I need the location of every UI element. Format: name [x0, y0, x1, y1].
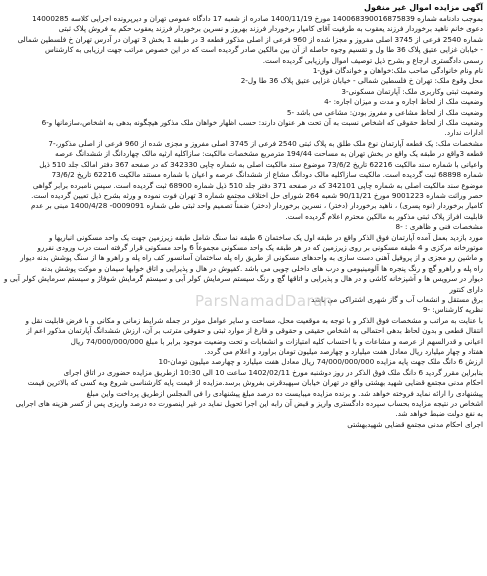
- notice-line: دیوار در سرویس ها و آشپزخانه کاشی و در هال و پذیرایی و اتاقها گچ و رنگ سیستم سرمایش کولر آبی و سیستم گرمایش شوفاژ و سیستم سرمایش کولر آبی و دارای کنتور: [4, 274, 483, 294]
- notice-line: موضوع سند مالکیت اصلی به شماره چاپی 342101 که در صفحه 371 دفتر جلد 510 ذیل شماره 68900 ثبت گردیده است. سپس نامبرده برابر گواهی: [32, 180, 483, 190]
- notice-body: [4, 14, 483, 430]
- notice-line: موتورخانه مرکزی و 4 طبقه مسکونی بر روی زیرزمین که در هر طبقه یک واحد مسکونی مجموعاً 6 واحد مسکونی قرار گرفته است درب ورودی نفررو: [37, 242, 483, 252]
- notice-line: حصر وراثت شماره 9001223 مورخ 90/11/21 شعبه 264 شورای حل اختلاف مجتمع شماره 3 تهران فوت نموده و ورثه بشرح ذیل تعیین گردیده است.: [31, 190, 483, 200]
- notice-line: راه پله و راهرو گچ و رنگ پنجره ها آلومینیومی و درب های داخلی چوبی می باشد .کفپوش در هال و پذیرایی و اتاق خوابها سیمان و موکت پوشش بدنه: [41, 263, 483, 273]
- notice-title: آگهی مزایده اموال غیر منقول: [364, 3, 483, 12]
- notice-line: مشخصات ملک: یک قطعه آپارتمان نوع ملک طلق به پلاک ثبتی 2540 فرعی از 3745 اصلی مفروز و مجزی شده از 960 فرعی از اصلی مذکور،-7: [48, 138, 483, 148]
- notice-line: برق مستقل و انشعاب آب و گاز شهری اشتراکی می باشد: [311, 294, 483, 304]
- notice-line: اعیانی و قدرالسهم از عرصه و مشاعات و با احتساب کلیه امتیازات و انشعابات و تحت وضعیت موجود برابر با مبلغ 74/000/000/000 ریال: [70, 336, 483, 346]
- notice-line: انتقال قطعی و بدون لحاظ بدهی احتمالی به اشخاص حقیقی و حقوقی و فارغ از موارد ثبتی و حقوقی مترتب بر آن، ارزش ششدانگ آپارتمان مذکور اعم از: [26, 326, 483, 336]
- notice-line: واعیانی با شماره سند مالکیت 62216 تاریخ 73/6/2 موضوع سند مالکیت اصلی به شماره چاپی 342330 که در صفحه 367 دفتر امالک جلد 510 ذیل: [39, 159, 483, 169]
- notice-line: محل وقوع ملک: تهران خ فلسطین شمالی - خیابان غزایی عتیق پلاک 36 طا ول-2: [240, 76, 483, 86]
- notice-line: اشخاص در نتیجه مزایده بحساب سپرده دادگستری واریز و قبض آن رابه این اجرا تحویل نماید در غیر اینصورت ده درصد واریزی پس از کسر هزینه های اجرایی: [15, 399, 483, 409]
- notice-line: قابلیت افراز پلاک ثبتی مذکور به مالکین محترم اعلام گردیده است.: [285, 211, 483, 221]
- notice-line: با عنایت به مراتب و مشخصات فوق الذکر و با توجه به موقعیت محل، مساحت و سایر عوامل موثر در جمله شرایط زمانی و مکانی و با فرض قابلیت نقل و: [25, 315, 483, 325]
- watermark-text: ParsNamadDaran: [195, 292, 333, 310]
- notice-line: شماره 68898 ثبت گردیده است. مالکیت سازاکلیه مالک دودانگ مشاع از ششدانگ عرصه و اعیان با شماره مستند مالکیت 62216 تاریخ 73/6/2: [51, 170, 483, 180]
- notice-line: بنابراین مقرر گردید 6 دانگ ملک فوق الذکر در روز دوشنبه مورخ 1402/02/11 ساعت 10 الی 10:30 ازطریق مزایده حضوری در اتاق اجرای: [63, 367, 483, 377]
- notice-line: ارزش 6 دانگ ملک جهت پایه مزایده 74/000/000/000 ریال معادل هفت میلیارد و چهارصد میلیون تومان-10: [158, 357, 483, 367]
- notice-line: وضعیت ثبتی وکاربری ملک: آپارتمان مسکونی-3: [341, 86, 483, 96]
- notice-line: نام ونام خانوادگی صاحب ملک:خواهان و خواندگان فوق-1: [312, 66, 483, 76]
- notice-line: شماره 2540 فرعی از 3745 اصلی مفروز و مجزا شده از 960 فرعی از اصلی مذکور قطعه 3 در طبقه 1 بخش 3 تهران در آدرس تهران خ فلسطین شمالی: [17, 34, 483, 44]
- notice-line: اجرای احکام مدنی مجتمع قضایی شهیدبهشتی: [347, 419, 483, 429]
- notice-line: نظریه کارشناس: -9: [422, 305, 483, 315]
- notice-line: قطعه 3واقع در طبقه یک واقع در بخش تهران به مساحت 194/44 مترمربع مشخصات مالکیت: سازاکلیه ارثیه مالک چهاردانگ از ششدانگ عرصه: [55, 149, 483, 159]
- notice-line: رسمی دادگستری ارجاع و بشرح ذیل توصیف اموال وارزیابی گردیده است.: [262, 55, 483, 65]
- notice-line: کامیار برخوردار (نوه پسری) ، ناهید برخوردار (دختر) ، نسرین برخوردار (دختر) ضمناً تصمیم واحد ثبتی طی شماره 0009091- 1400/4/28 مبنی بر عدم: [30, 201, 483, 211]
- notice-line: وضعیت ملک از لحاظ مشاعی و مفروز بودن: مشاعی می باشد -5: [286, 107, 483, 117]
- notice-line: به نفع دولت ضبط خواهد شد.: [395, 409, 483, 419]
- notice-line: دعوی خانم ناهید برخوردار فرزند یعقوب به طرفیت آقای کامیار برخوردار فرزند بهروز و نسرین برخوردار فرزند یعقوب حکم به فروش پلاک ثبتی: [58, 24, 483, 34]
- notice-line: وضعیت ملک از لحاظ حقوقی که اشخاص نسبت به آن تحت هر عنوان دارند: حسب اظهار خواهان ملک مذکور هیچگونه بدهی به اشخاص،سازمانها و-6: [41, 118, 483, 128]
- notice-line: احکام مدنی مجتمع قضایی شهید بهشتی واقع در تهران خیابان سپهبدقرنی بفروش برسد.مزایده از قیمت پایه کارشناسی شروع وبه کسی که بالاترین قیمت: [27, 378, 483, 388]
- notice-line: بموجب دادنامه شماره 140068390016875839 مورخ 1400/11/19 صادره از شعبه 17 دادگاه عمومی تهران و دیرپرونده اجرایی کلاسه 14000285: [32, 14, 483, 23]
- notice-line: وضعیت ملک از لحاظ اجاره و مدت و میزان اجاره: -4: [324, 97, 483, 107]
- notice-line: - خیابان غزایی عتیق پلاک 36 طا ول و تقسیم وجوه حاصله از آن بین مالکین صادر گردیده است که در این خصوص مراتب جهت ارزیابی به کارشناس: [45, 45, 483, 55]
- notice-line: مورد بازدید بعمل آمده آپارتمان فوق الذکر واقع در طبقه اول یک ساختمان 6 طبقه نما سنگ شامل طبقه زیرزمین جهت یک واحد مسکونی انباریها و: [48, 232, 483, 242]
- notice-line: ادارات ندارد.: [444, 128, 483, 138]
- notice-line: مشخصات فنی و ظاهری : -8: [395, 222, 483, 232]
- notice-line: هفتاد و چهار میلیارد ریال معادل هفت میلیارد و چهارصد میلیون تومان براورد و اعلام می گردد.: [204, 347, 483, 356]
- auction-notice-document: [4, 2, 483, 574]
- notice-line: پیشنهادی را ارائه نماید فروخته خواهد شد. و برنده مزایده میبایست ده درصد مبلغ پیشنهادی را فی المجلس ازطریق پرداخت واین مبلغ: [86, 388, 483, 398]
- notice-line: و ماشین رو مجزی و از پروفیل آهنی دست سازی به واحدهای مسکونی از طریق راه پله ساختمان آسانسور کف راه پله و راهرو ها از سنگ پوشش بدنه دیوار: [20, 253, 483, 263]
